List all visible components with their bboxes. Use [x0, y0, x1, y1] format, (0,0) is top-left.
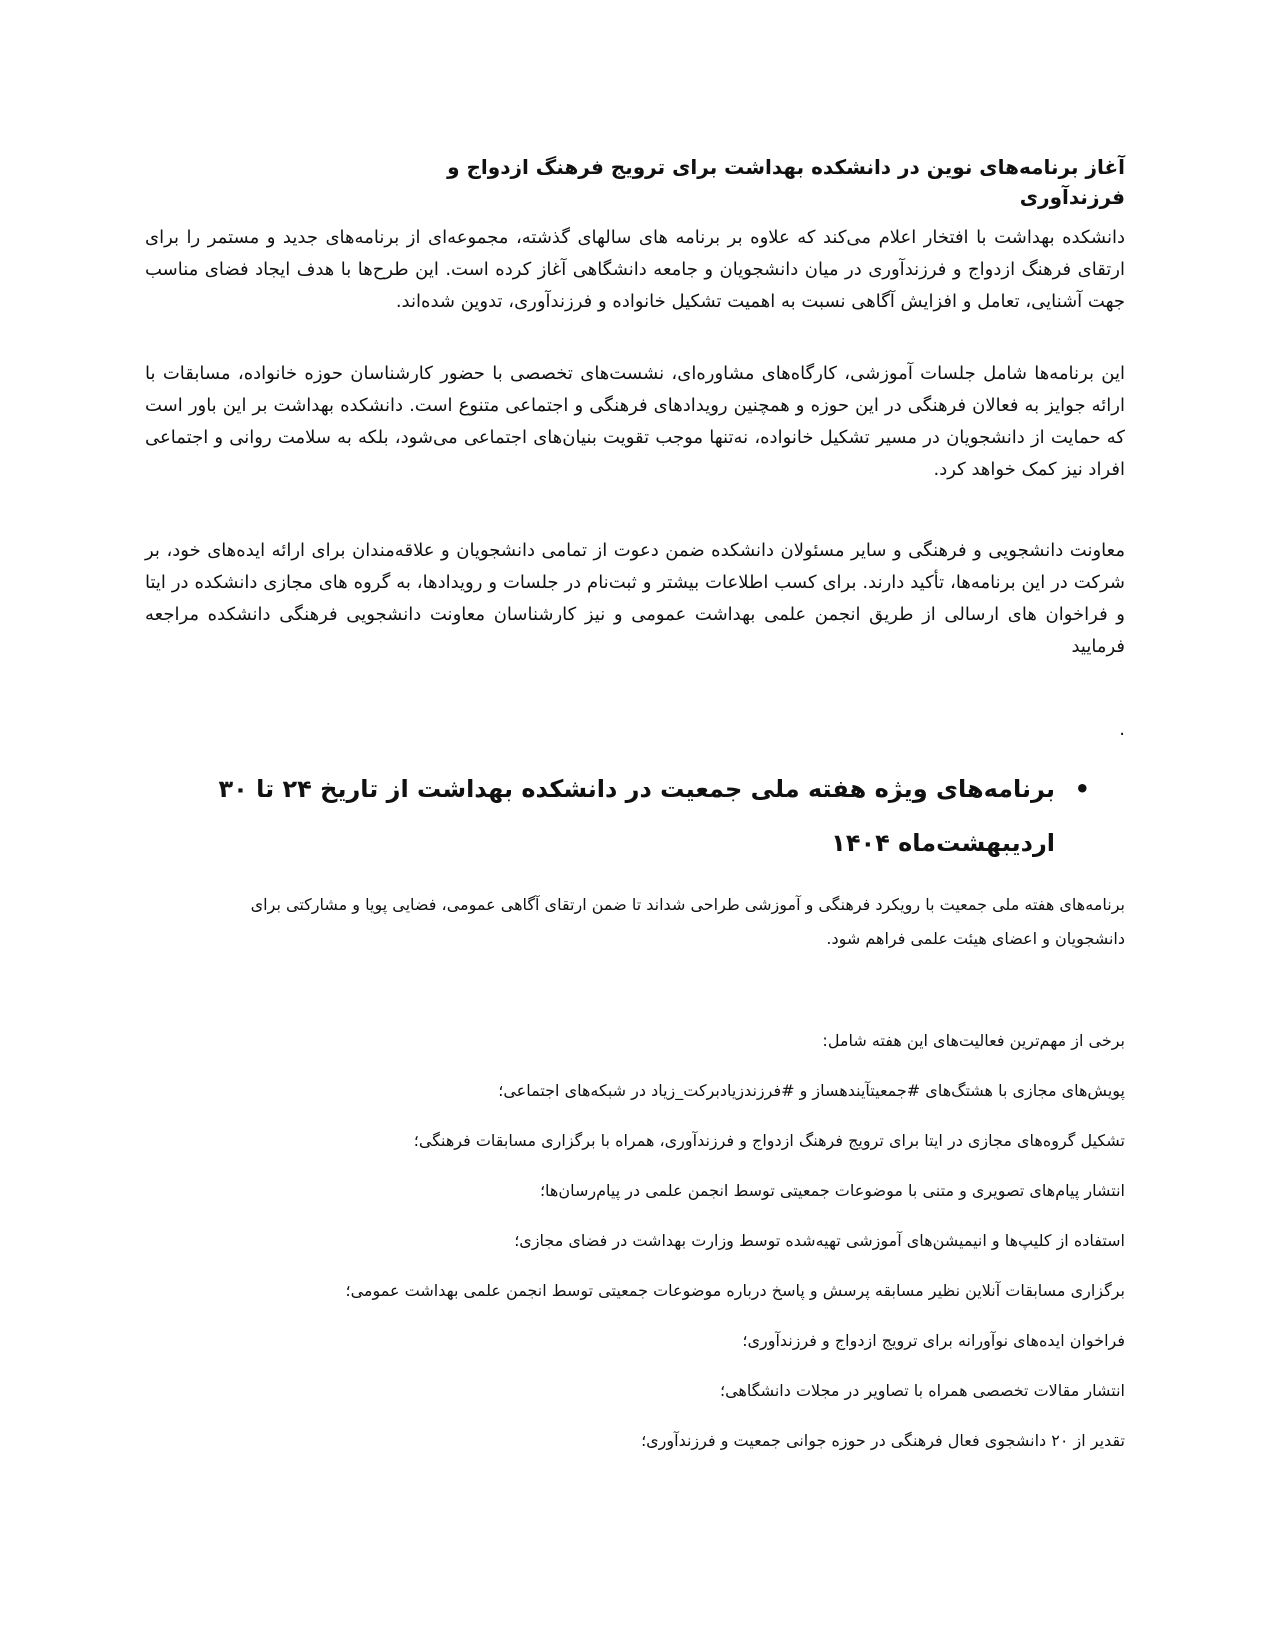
list-intro: برخی از مهم‌ترین فعالیت‌های این هفته شامل:	[822, 1031, 1125, 1050]
list-item: تشکیل گروه‌های مجازی در ایتا برای ترویج فرهنگ ازدواج و فرزندآوری، همراه با برگزاری مسابقات فرهنگی؛	[413, 1131, 1125, 1150]
bullet-icon: •	[1074, 775, 1090, 803]
intro-paragraph: دانشکده بهداشت با افتخار اعلام می‌کند که علاوه بر برنامه های سالهای گذشته، مجموعه‌ای از برنامه‌های جدید و مستمر را برای ارتقای فرهنگ ازدواج و فرزندآوری در میان دانشجویان و جامعه دانشگاهی آغاز کرده است. این طرح‌ها با هدف ایجاد فضای مناسب جهت آشنایی، تعامل و افزایش آگاهی نسبت به اهمیت تشکیل خانواده و فرزندآوری، تدوین شده‌اند.	[145, 227, 1125, 312]
section-intro: برنامه‌های هفته ملی جمعیت با رویکرد فرهنگی و آموزشی طراحی شداند تا ضمن ارتقای آگاهی عمومی، فضایی پویا و مشارکتی برای دانشجویان و اعضای هیئت علمی فراهم شود.	[250, 895, 1125, 948]
page-title: آغاز برنامه‌های نوین در دانشکده بهداشت برای ترویج فرهنگ ازدواج و فرزندآوری	[447, 155, 1125, 209]
list-item: تقدیر از ۲۰ دانشجوی فعال فرهنگی در حوزه جوانی جمعیت و فرزندآوری؛	[641, 1431, 1125, 1450]
list-item: فراخوان ایده‌های نوآورانه برای ترویج ازدواج و فرزندآوری؛	[742, 1331, 1125, 1350]
programs-paragraph: این برنامه‌ها شامل جلسات آموزشی، کارگاه‌های مشاوره‌ای، نشست‌های تخصصی با حضور کارشناسان حوزه خانواده، مسابقات با ارائه جوایز به فعالان فرهنگی در این حوزه و همچنین رویدادهای فرهنگی و اجتماعی متنوع است. دانشکده بهداشت بر این باور است که حمایت از دانشجویان در مسیر تشکیل خانواده، نه‌تنها موجب تقویت بنیان‌های اجتماعی می‌شود، بلکه به سلامت روانی و اجتماعی افراد نیز کمک خواهد کرد.	[145, 363, 1125, 480]
list-item: برگزاری مسابقات آنلاین نظیر مسابقه پرسش و پاسخ درباره موضوعات جمعیتی توسط انجمن علمی بهداشت عمومی؛	[345, 1281, 1125, 1300]
section-heading: برنامه‌های ویژه هفته ملی جمعیت در دانشکده بهداشت از تاریخ ۲۴ تا ۳۰ اردیبهشت‌ماه ۱۴۰۴	[218, 775, 1055, 857]
list-item: انتشار پیام‌های تصویری و متنی با موضوعات جمعیتی توسط انجمن علمی در پیام‌رسان‌ها؛	[539, 1181, 1125, 1200]
stray-dot: .	[1119, 719, 1125, 740]
list-item: انتشار مقالات تخصصی همراه با تصاویر در مجلات دانشگاهی؛	[720, 1381, 1125, 1400]
list-item: استفاده از کلیپ‌ها و انیمیشن‌های آموزشی تهیه‌شده توسط وزارت بهداشت در فضای مجازی؛	[514, 1231, 1125, 1250]
list-item: پویش‌های مجازی با هشتگ‌های #جمعیتآیندهساز و #فرزندزیادبرکت_زیاد در شبکه‌های اجتماعی؛	[498, 1081, 1125, 1100]
invitation-paragraph: معاونت دانشجویی و فرهنگی و سایر مسئولان دانشکده ضمن دعوت از تمامی دانشجویان و علاقه‌مندان برای ارائه ایده‌های خود، بر شرکت در این برنامه‌ها، تأکید دارند. برای کسب اطلاعات بیشتر و ثبت‌نام در جلسات و رویدادها، به گروه های مجازی دانشکده در ایتا و فراخوان های ارسالی از طریق انجمن علمی بهداشت عمومی و نیز کارشناسان معاونت دانشجویی فرهنگی دانشکده مراجعه فرمایید	[145, 540, 1125, 657]
